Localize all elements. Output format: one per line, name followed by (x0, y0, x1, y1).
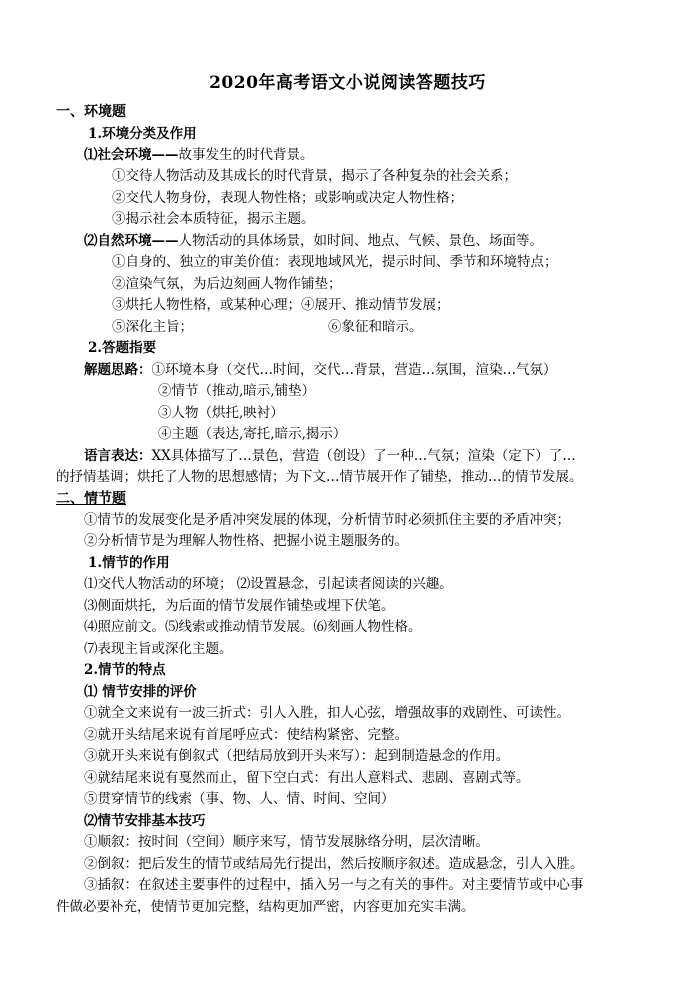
subheading-plot-techniques: ⑵情节安排基本技巧 (84, 813, 206, 829)
subheading-answer-guide: 2.答题指要 (88, 340, 157, 356)
list-item: ④就结尾来说有戛然而止，留下空白式：有出人意料式、悲剧、喜剧式等。 (84, 770, 530, 786)
list-item: ③揭示社会本质特征，揭示主题。 (112, 211, 315, 227)
page-title: 2020年高考语文小说阅读答题技巧 (209, 73, 486, 93)
list-item: ②就开头结尾来说有首尾呼应式：使结构紧密、完整。 (84, 727, 408, 743)
list-item: ⑶侧面烘托，为后面的情节发展作铺垫或埋下伏笔。 (84, 598, 395, 614)
text-expression-line1: XX具体描写了…景色，营造（创设）了一种…气氛；渲染（定下）了… (151, 448, 576, 464)
list-item: ⑴交代人物活动的环境； ⑵设置悬念，引起读者阅读的兴趣。 (84, 576, 453, 592)
list-item: ①自身的、独立的审美价值：表现地域风光，提示时间、季节和环境特点； (112, 254, 558, 270)
label-social-env: ⑴社会环境—— (84, 147, 179, 163)
label-natural-env: ⑵自然环境—— (84, 233, 179, 249)
paragraph-social-env (84, 146, 314, 164)
list-item: ②交代人物身份，表现人物性格；或影响或决定人物性格； (112, 190, 463, 206)
paragraph-language-expression (84, 447, 576, 465)
list-item: ②情节（推动,暗示,铺垫） (158, 383, 316, 399)
list-item: ⑷照应前文。⑸线索或推动情节发展。⑹刻画人物性格。 (84, 619, 422, 635)
list-item: 件做必要补充，使情节更加完整，结构更加严密，内容更加充实丰满。 (56, 899, 475, 915)
paragraph-natural-env (84, 232, 543, 250)
list-item: ③就开头来说有倒叙式（把结局放到开头来写）：起到制造悬念的作用。 (84, 748, 510, 764)
list-item: ②倒叙：把后发生的情节或结局先行提出，然后按顺序叙述。造成悬念，引人入胜。 (84, 856, 584, 872)
section-heading-environment: 一、环境题 (56, 104, 126, 120)
list-item: ②渲染气氛，为后边刻画人物作铺垫； (112, 276, 342, 292)
list-item: ②分析情节是为理解人物性格、把握小说主题服务的。 (84, 533, 408, 549)
list-item: ①顺叙：按时间（空间）顺序来写，情节发展脉络分明，层次清晰。 (84, 834, 489, 850)
label-language-expression: 语言表达： (84, 448, 152, 464)
list-item: ①就全文来说有一波三折式：引人入胜，扣人心弦，增强故事的戏剧性、可读性。 (84, 705, 570, 721)
text-social-env: 故事发生的时代背景。 (178, 147, 314, 163)
list-item: ①环境本身（交代…时间，交代…背景，营造…氛围，渲染…气氛） (151, 362, 557, 378)
subheading-env-classification: 1.环境分类及作用 (88, 126, 197, 142)
list-item: ①情节的发展变化是矛盾冲突发展的体现，分析情节时必须抓住主要的矛盾冲突； (84, 512, 570, 528)
text-natural-env: 人物活动的具体场景，如时间、地点、气候、景色、场面等。 (178, 233, 543, 249)
subheading-plot-evaluation: ⑴ 情节安排的评价 (84, 684, 197, 700)
list-item: ③人物（烘托,映衬） (158, 405, 284, 421)
list-item: ⑤贯穿情节的线索（事、物、人、情、时间、空间） (84, 791, 395, 807)
list-item: ①交待人物活动及其成长的时代背景，揭示了各种复杂的社会关系； (112, 168, 517, 184)
subheading-plot-features: 2.情节的特点 (84, 662, 166, 678)
list-item: ⑥象征和暗示。 (328, 319, 423, 335)
label-solving-idea: 解题思路： (84, 362, 152, 378)
list-item: ③烘托人物性格，或某种心理；④展开、推动情节发展； (112, 297, 450, 313)
list-item: ④主题（表达,寄托,暗示,揭示） (158, 426, 347, 442)
text-expression-line2: 的抒情基调；烘托了人物的思想感情；为下文…情节展开作了铺垫，推动…的情节发展。 (56, 469, 583, 485)
section-heading-plot: 二、情节题 (56, 491, 126, 507)
list-item: ③插叙：在叙述主要事件的过程中，插入另一与之有关的事件。对主要情节或中心事 (84, 877, 584, 893)
list-item: ⑺表现主旨或深化主题。 (84, 641, 233, 657)
list-item: ⑤深化主旨； (112, 319, 193, 335)
paragraph-solving-idea (84, 361, 557, 379)
subheading-plot-role: 1.情节的作用 (88, 555, 170, 571)
